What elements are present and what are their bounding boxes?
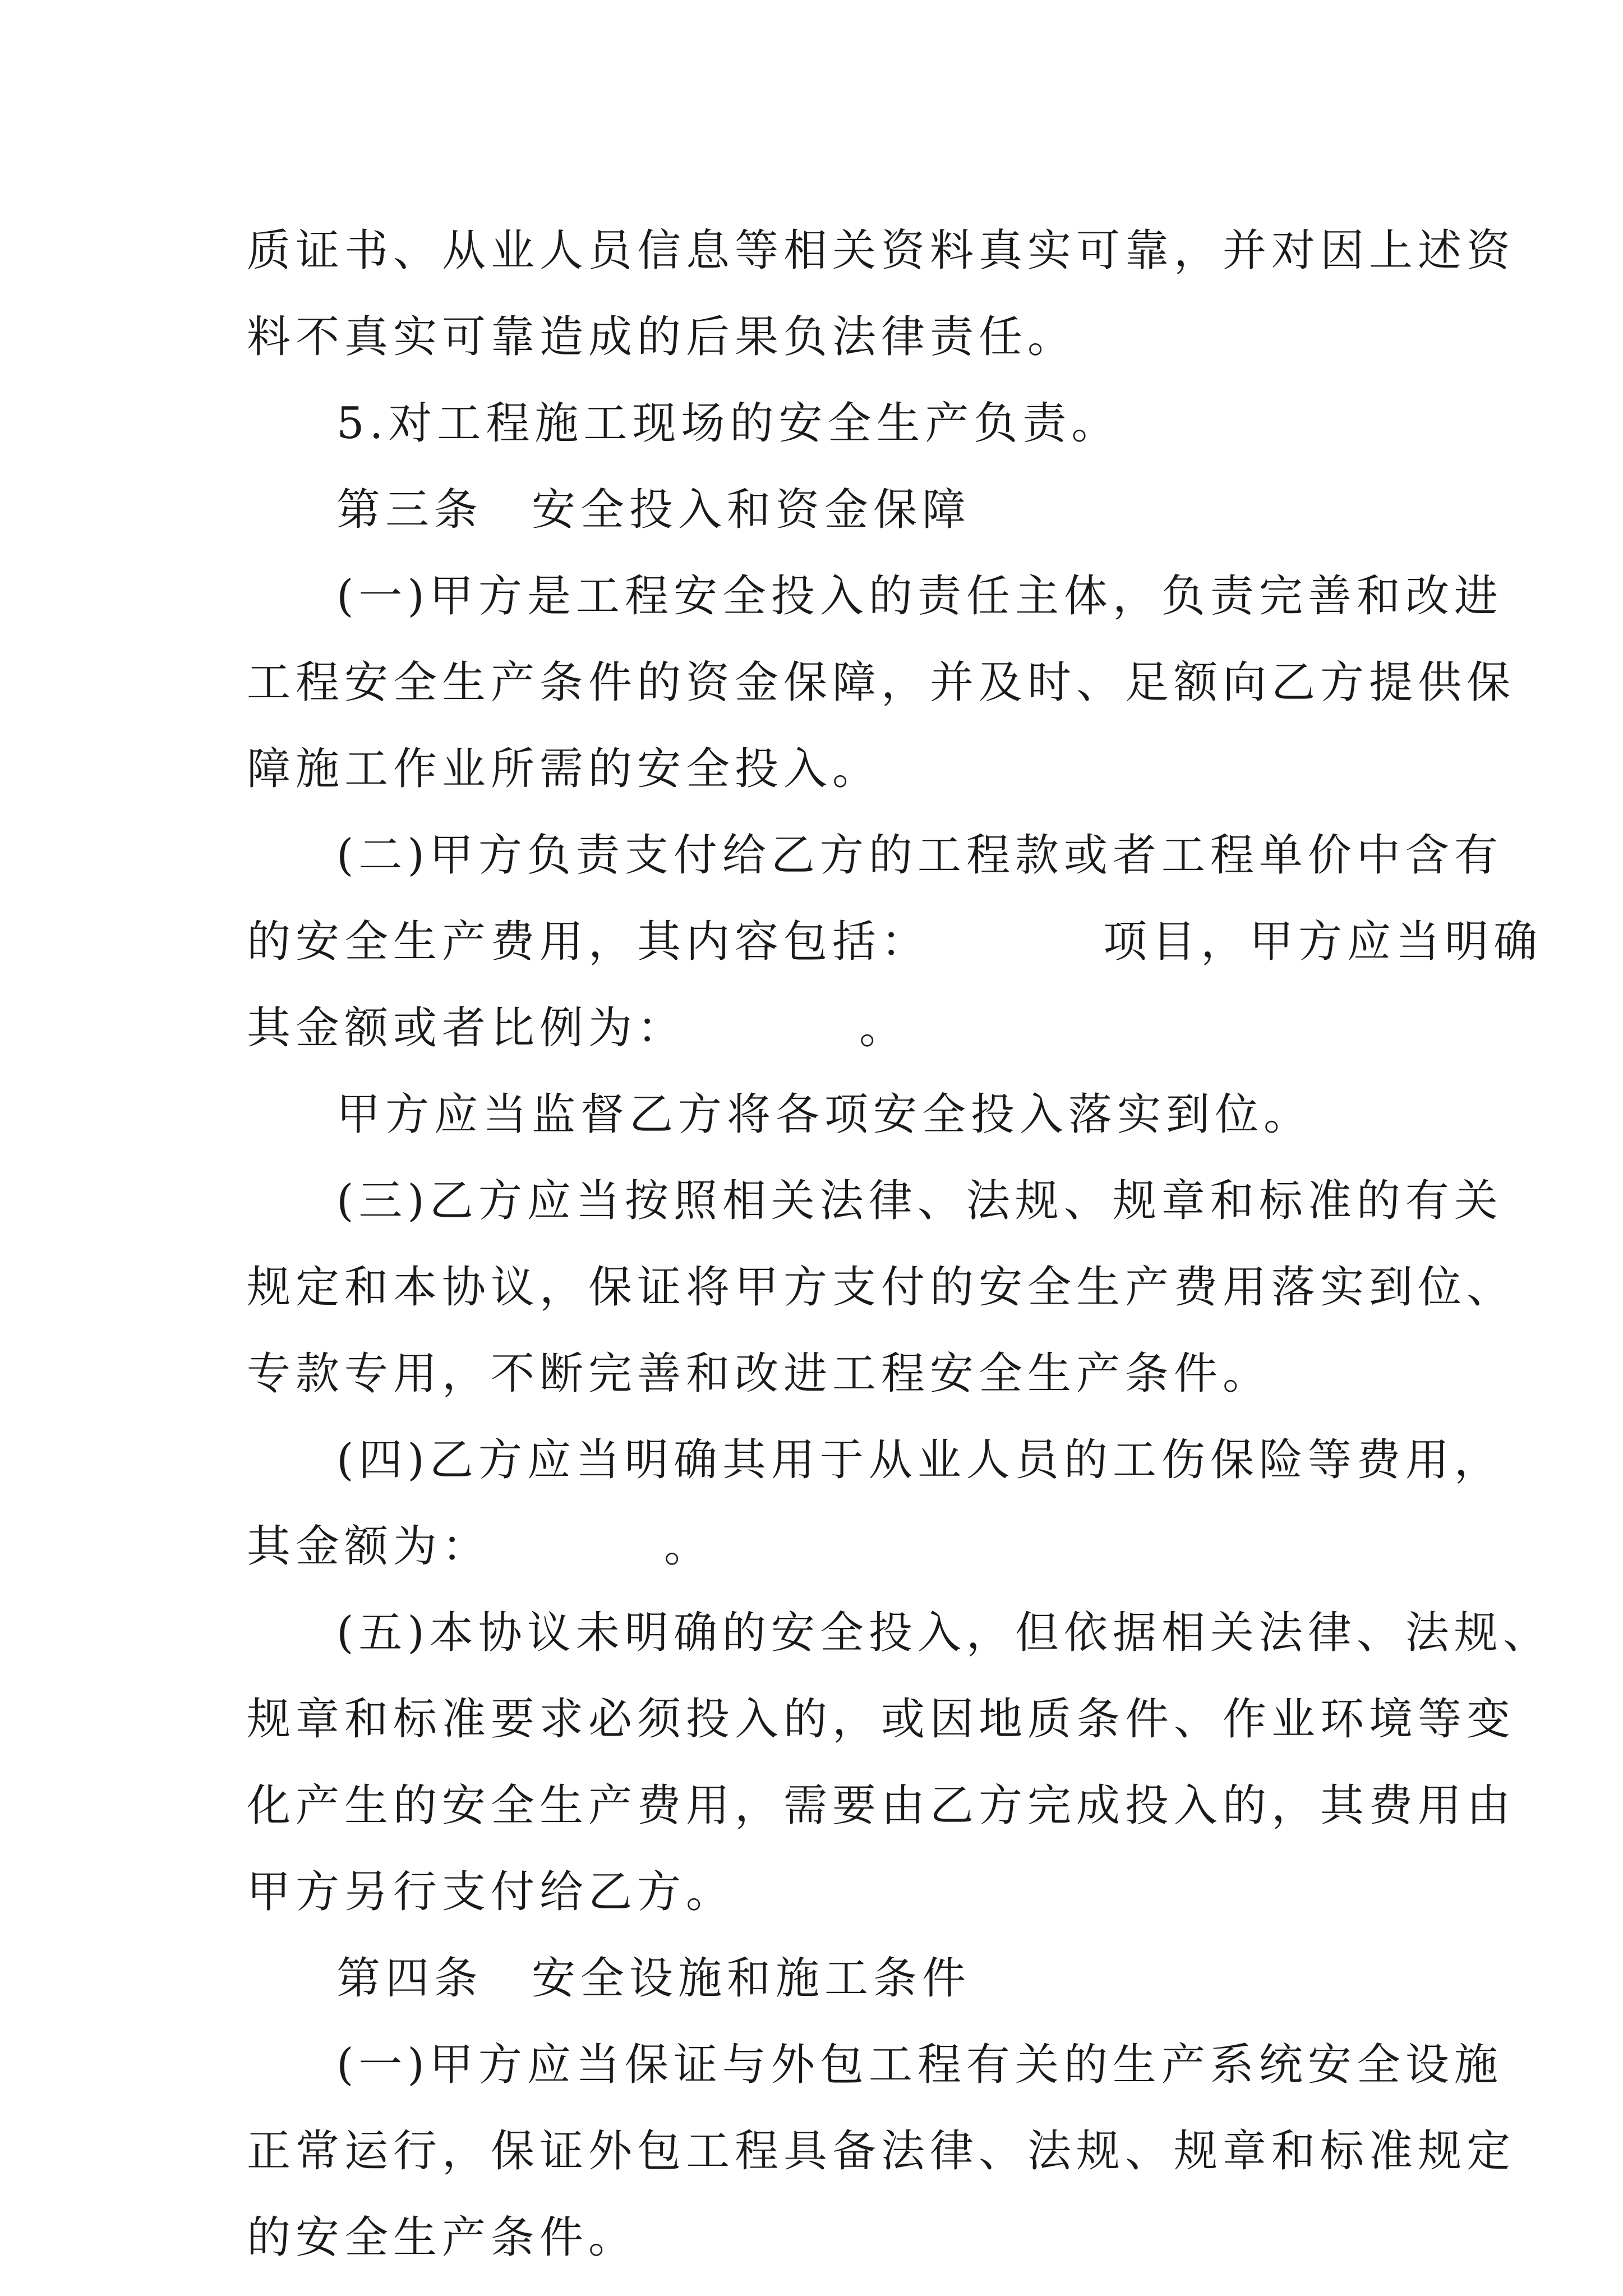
text-line: (四)乙方应当明确其用于从业人员的工伤保险等费用， — [336, 1435, 1503, 1485]
text-line: 专款专用，不断完善和改进工程安全生产条件。 — [247, 1349, 1272, 1399]
text-line: 规章和标准要求必须投入的，或因地质条件、作业环境等变 — [247, 1694, 1516, 1745]
text-line: 其金额为： 。 — [247, 1521, 713, 1572]
text-line: 5.对工程施工现场的安全生产负责。 — [336, 398, 1121, 449]
text-line: 第四条 安全设施和施工条件 — [336, 1953, 971, 2004]
text-line: 甲方另行支付给乙方。 — [247, 1867, 735, 1917]
text-line: (三)乙方应当按照相关法律、法规、规章和标准的有关 — [336, 1176, 1503, 1226]
text-line: 正常运行，保证外包工程具备法律、法规、规章和标准规定 — [247, 2126, 1516, 2177]
text-line: 的安全生产费用，其内容包括： 项目，甲方应当明确 — [247, 917, 1543, 967]
text-line: 质证书、从业人员信息等相关资料真实可靠，并对因上述资 — [247, 226, 1516, 276]
text-line: 其金额或者比例为： 。 — [247, 1003, 909, 1053]
text-line: 第三条 安全投入和资金保障 — [336, 485, 971, 535]
text-line: 工程安全生产条件的资金保障，并及时、足额向乙方提供保 — [247, 657, 1516, 708]
text-line: (五)本协议未明确的安全投入，但依据相关法律、法规、 — [336, 1608, 1552, 1658]
text-line: (一)甲方应当保证与外包工程有关的生产系统安全设施 — [336, 2040, 1503, 2090]
text-line: 障施工作业所需的安全投入。 — [247, 744, 882, 794]
text-line: 甲方应当监督乙方将各项安全投入落实到位。 — [336, 1089, 1313, 1140]
text-line: (二)甲方负责支付给乙方的工程款或者工程单价中含有 — [336, 830, 1503, 881]
text-line: 规定和本协议，保证将甲方支付的安全生产费用落实到位、 — [247, 1262, 1516, 1313]
text-line: (一)甲方是工程安全投入的责任主体，负责完善和改进 — [336, 571, 1503, 622]
text-line: 化产生的安全生产费用，需要由乙方完成投入的，其费用由 — [247, 1780, 1516, 1831]
text-line: 的安全生产条件。 — [247, 2212, 638, 2263]
text-line: 料不真实可靠造成的后果负法律责任。 — [247, 312, 1077, 362]
document-body — [247, 208, 1552, 2281]
